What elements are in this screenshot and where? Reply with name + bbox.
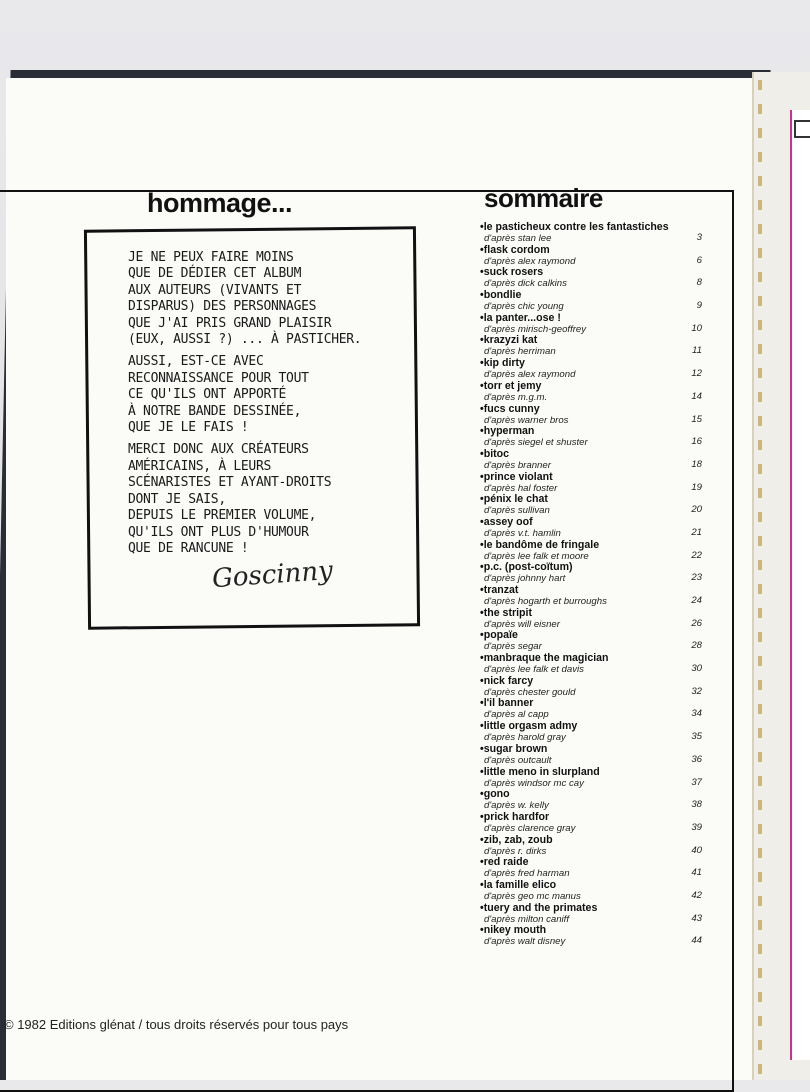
toc-entry: [480, 857, 702, 880]
toc-entry-title: • bitoc: [480, 449, 702, 460]
toc-entry-page-number: 24: [691, 595, 702, 606]
toc-entry-author: d'après r. dirks: [484, 845, 547, 857]
toc-entry: [480, 267, 702, 290]
toc-entry-title: • assey oof: [480, 517, 702, 528]
toc-entry-title: • gono: [480, 789, 702, 800]
dedication-paragraph: MERCI DONC AUX CRÉATEURS AMÉRICAINS, À LEURS SCÉNARISTES ET AYANT-DROITS DONT JE SAIS, DEPUIS LE PREMIER VOLUME, QU'ILS ONT PLUS D'HUMOUR QUE DE RANCUNE !: [128, 442, 332, 556]
toc-entry: [480, 562, 702, 585]
toc-entry-author: d'après branner: [484, 459, 551, 471]
toc-entry-author: d'après lee falk et moore: [484, 550, 589, 562]
toc-entry-author: d'après mirisch-geoffrey: [484, 323, 587, 335]
toc-entry-title: • le bandôme de fringale: [480, 540, 702, 551]
toc-entry-title: • suck rosers: [480, 267, 702, 278]
toc-entry: [480, 608, 702, 631]
toc-entry-title: • bondlie: [480, 290, 702, 301]
toc-entry: [480, 404, 702, 427]
signature: Goscinny: [211, 555, 334, 595]
toc-entry-author: d'après w. kelly: [484, 800, 549, 812]
toc-entry-page-number: 12: [691, 368, 702, 380]
toc-entry-author: d'après will eisner: [484, 618, 560, 630]
toc-entry-page-number: 43: [691, 912, 702, 924]
toc-entry: [480, 472, 702, 495]
toc-entry-page-number: 32: [691, 685, 702, 697]
dedication-paragraph: JE NE PEUX FAIRE MOINS QUE DE DÉDIER CET ALBUM AUX AUTEURS (VIVANTS ET DISPARUS) DES PERSONNAGES QUE J'AI PRIS GRAND PLAISIR (EUX, AUSSI ?) ... À PASTICHER.: [128, 250, 362, 348]
toc-entry-author: d'après herriman: [484, 346, 556, 358]
toc-entry-page-number: 40: [691, 844, 702, 856]
toc-entry-page-number: 42: [691, 889, 702, 901]
toc-entry-page-number: 26: [691, 617, 702, 629]
toc-entry-author: d'après johnny hart: [484, 573, 566, 585]
toc-entry-author: d'après windsor mc cay: [484, 777, 584, 789]
toc-entry: [480, 245, 702, 268]
toc-entry-title: • l'il banner: [480, 698, 702, 709]
toc-entry-page-number: 44: [691, 935, 702, 947]
toc-entry-page-number: 11: [692, 345, 702, 357]
toc-entry-title: • the stripit: [480, 608, 702, 619]
toc-entry-page-number: 36: [691, 753, 702, 765]
toc-entry-page-number: 37: [691, 776, 702, 788]
toc-entry: [480, 381, 702, 404]
toc-entry-author: d'après geo mc manus: [484, 890, 581, 902]
toc-entry-title: • prince violant: [480, 472, 702, 483]
toc-entry-author: d'après harold gray: [484, 732, 566, 744]
toc-entry-page-number: 38: [691, 799, 702, 811]
toc-entry-page-number: 34: [691, 708, 702, 720]
toc-entry: [480, 313, 702, 336]
toc-entry: [480, 449, 702, 472]
toc-entry-author: d'après fred harman: [484, 868, 570, 880]
toc-entry-title: • la famille elico: [480, 880, 702, 891]
toc-entry-title: • red raide: [480, 857, 702, 868]
binding-stitch: [758, 80, 762, 1080]
toc-entry-author: d'après segar: [484, 641, 542, 653]
facing-page-illustration-edge: [790, 110, 810, 1060]
toc-entry-author: d'après alex raymond: [484, 369, 576, 381]
toc-entry: [480, 721, 702, 744]
toc-entry-author: d'après chic young: [484, 301, 564, 313]
toc-entry: [480, 789, 702, 812]
toc-entry: [480, 812, 702, 835]
hommage-title: hommage...: [147, 188, 293, 218]
toc-entry: [480, 903, 702, 926]
toc-entry: [480, 540, 702, 563]
toc-entry-title: • manbraque the magician: [480, 653, 702, 664]
toc-entry-title: • le pasticheux contre les fantastiches: [480, 222, 702, 233]
toc-entry-author: d'après milton caniff: [484, 913, 570, 925]
toc-entry-title: • nick farcy: [480, 676, 702, 687]
toc-entry-title: • fucs cunny: [480, 404, 702, 415]
toc-entry-title: • nikey mouth: [480, 925, 702, 936]
toc-entry-author: d'après sullivan: [484, 505, 550, 517]
toc-entry: [480, 630, 702, 653]
toc-entry-title: • tranzat: [480, 585, 702, 596]
toc-entry: [480, 222, 702, 245]
toc-entry-page-number: 15: [691, 413, 702, 425]
toc-entry-page-number: 20: [691, 504, 702, 516]
toc-entry: [480, 835, 702, 858]
toc-entry-title: • prick hardfor: [480, 812, 702, 823]
toc-entry-author: d'après alex raymond: [484, 255, 576, 267]
toc-entry-title: • little orgasm admy: [480, 721, 702, 732]
toc-entry: [480, 676, 702, 699]
toc-entry-page-number: 10: [691, 322, 702, 334]
toc-entry: [480, 426, 702, 449]
toc-entry-title: • kip dirty: [480, 358, 702, 369]
toc-entry-page-number: 19: [691, 481, 702, 493]
toc-entry-page-number: 22: [691, 549, 702, 561]
toc-entry-title: • krazyzi kat: [480, 335, 702, 346]
toc-entry-author: d'après al capp: [484, 709, 549, 721]
sommaire-title: sommaire: [484, 183, 603, 213]
toc-entry-title: • hyperman: [480, 426, 702, 437]
toc-entry-page-number: 6: [696, 254, 702, 266]
toc-entry-page-number: 9: [696, 300, 702, 312]
toc-entry-author: d'après outcault: [484, 754, 552, 766]
toc-entry-page-number: 39: [691, 821, 702, 833]
toc-entry: [480, 744, 702, 767]
toc-entry-title: • torr et jemy: [480, 381, 702, 392]
toc-entry-author: d'après dick calkins: [484, 278, 567, 290]
toc-entry: [480, 358, 702, 381]
toc-entry-author: d'après stan lee: [484, 233, 552, 244]
toc-entry-page-number: 14: [691, 390, 702, 402]
toc-entry: [480, 517, 702, 540]
toc-entry-title: • la panter...ose !: [480, 313, 702, 324]
toc-entry: [480, 585, 702, 608]
dedication-paragraph: AUSSI, EST-CE AVEC RECONNAISSANCE POUR TOUT CE QU'ILS ONT APPORTÉ À NOTRE BANDE DESSINÉE, QUE JE LE FAIS !: [128, 354, 309, 436]
toc-entry-page-number: 18: [691, 458, 702, 470]
toc-entry-author: d'après v.t. hamlin: [484, 527, 561, 539]
copyright-notice: © 1982 Editions glénat / tous droits réservés pour tous pays: [4, 1017, 349, 1032]
toc-entry-page-number: 41: [691, 867, 702, 879]
toc-entry-author: d'après siegel et shuster: [484, 437, 588, 449]
toc-entry-page-number: 35: [691, 731, 702, 743]
toc-entry-title: • pénix le chat: [480, 494, 702, 505]
toc-entry-page-number: 28: [691, 640, 702, 652]
toc-entry-author: d'après clarence gray: [484, 822, 576, 834]
toc-entry: [480, 925, 702, 948]
toc-entry-page-number: 23: [691, 572, 702, 584]
toc-entry: [480, 653, 702, 676]
toc-entry-author: d'après hal foster: [484, 482, 558, 494]
toc-entry: [480, 880, 702, 903]
toc-entry-title: • flask cordom: [480, 245, 702, 256]
toc-entry-page-number: 21: [691, 526, 702, 538]
toc-entry-title: • popaïe: [480, 630, 702, 641]
toc-entry: [480, 767, 702, 790]
toc-entry-author: d'après hogarth et burroughs: [484, 596, 607, 607]
toc-entry: [480, 494, 702, 517]
toc-entry: [480, 698, 702, 721]
toc-entry-title: • sugar brown: [480, 744, 702, 755]
toc-entry-author: d'après m.g.m.: [484, 391, 548, 403]
toc-entry: [480, 290, 702, 313]
toc-entry-title: • p.c. (post-coïtum): [480, 562, 702, 573]
toc-entry-author: d'après lee falk et davis: [484, 664, 584, 676]
toc-entry-title: • little meno in slurpland: [480, 767, 702, 778]
toc-entry-page-number: 3: [696, 232, 702, 243]
toc-entry-title: • zib, zab, zoub: [480, 835, 702, 846]
toc-entry-page-number: 30: [691, 663, 702, 675]
toc-entry-page-number: 8: [696, 277, 702, 289]
toc-entry-title: • tuery and the primates: [480, 903, 702, 914]
table-of-contents: [480, 222, 702, 948]
toc-entry-author: d'après chester gould: [484, 686, 576, 698]
toc-entry-author: d'après warner bros: [484, 414, 569, 426]
toc-entry: [480, 335, 702, 358]
dedication-text: [128, 250, 418, 563]
toc-entry-author: d'après walt disney: [484, 936, 566, 948]
toc-entry-page-number: 16: [691, 436, 702, 448]
